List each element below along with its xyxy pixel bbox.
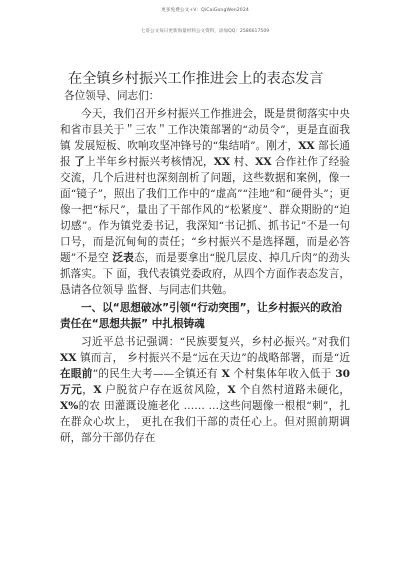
text-run: 户脱贫户存在返贫风险， [101,384,228,396]
emphasis-text: XX [213,156,231,168]
text-run: 个自然村道路未硬化， [235,384,351,396]
emphasis-text: X [221,368,230,380]
emphasis-text: X% [60,400,79,412]
document-body [60,70,350,446]
text-run: ”的民生大考——全镇还有 [92,368,222,380]
paragraph-2 [60,334,350,446]
emphasis-text: 30 万元 [60,368,350,396]
text-run: 上半年乡村振兴考核情况， [84,156,214,168]
emphasis-text: XX [298,140,315,152]
text-run: 今天，我们召开乡村振兴工作推进会，既是贯彻落实中央和省市县关于＂三农＂工作决策部署的“动员令”，更是直面我镇 发展短板、吹响攻坚冲锋号的“集结哨”。刚才， [60,108,350,152]
emphasis-text: 在眼前 [60,368,93,380]
emphasis-text: 泛表 [112,252,134,264]
text-run: 部长通报 [60,140,350,168]
text-run: 村、 [230,156,256,168]
document-title: 在全镇乡村振兴工作推进会上的表态发言 [68,71,324,87]
emphasis-text: XX [60,352,77,364]
top-banner: 更多免费公文+V：QiCaiGongWen2024 [161,8,249,13]
emphasis-text: 了 [74,156,85,168]
emphasis-text: X [227,384,236,396]
text-run: 习近平总书记强调：“民族要复兴，乡村必振兴。”对我们 [81,336,350,348]
text-run: 镇而言， 乡村振兴不是“远在天边”的战略部署，而是“近 [76,352,350,364]
text-run: ， [82,384,94,396]
section-heading-1: 一、以“思想破冰”引领“行动突围”，让乡村振兴的政治责任在“思想共振” 中扎根铸魂 [60,302,342,330]
sub-banner: 七哥公文每日更新海量材料公文资料，添加QQ：2586617509 [140,29,270,34]
emphasis-text: XX [255,156,272,168]
text-run: 个村集体年收入低于 [229,368,336,380]
paragraph-1 [60,106,350,298]
emphasis-text: X [93,384,102,396]
text-run: 合作社作了经验交流，几个后进村也深刻剖析了问题，这些数据和案例，像一面“镜子”，照出了我们工作中的“虚高”“洼地”和“硬骨头”；更像一把“标尺”，量出了干部作风的“松紧度”、群众期盼的“迫切感”。作为镇党委书记，我深知“书记抓、抓书记”不是一句口号，而是沉甸甸的责任；“乡村振兴不是选择题，而是必答题”不是空 [60,156,350,264]
text-run: 态，而是要拿出“脱几层皮、掉几斤肉”的劲头抓落实。下 面，我代表镇党委政府，从四个方面作表态发言，恳请各位领导 监督、与同志们共勉。 [60,252,350,296]
text-run: 的农 田灌溉设施老化 …… …这些问题像一根根“刺”，扎在群众心坎上， 更扎在我们干部的责任心上。但对照前期调研，部分干部仍存在 [60,400,350,444]
greeting: 各位领导、同志们： [64,90,160,102]
